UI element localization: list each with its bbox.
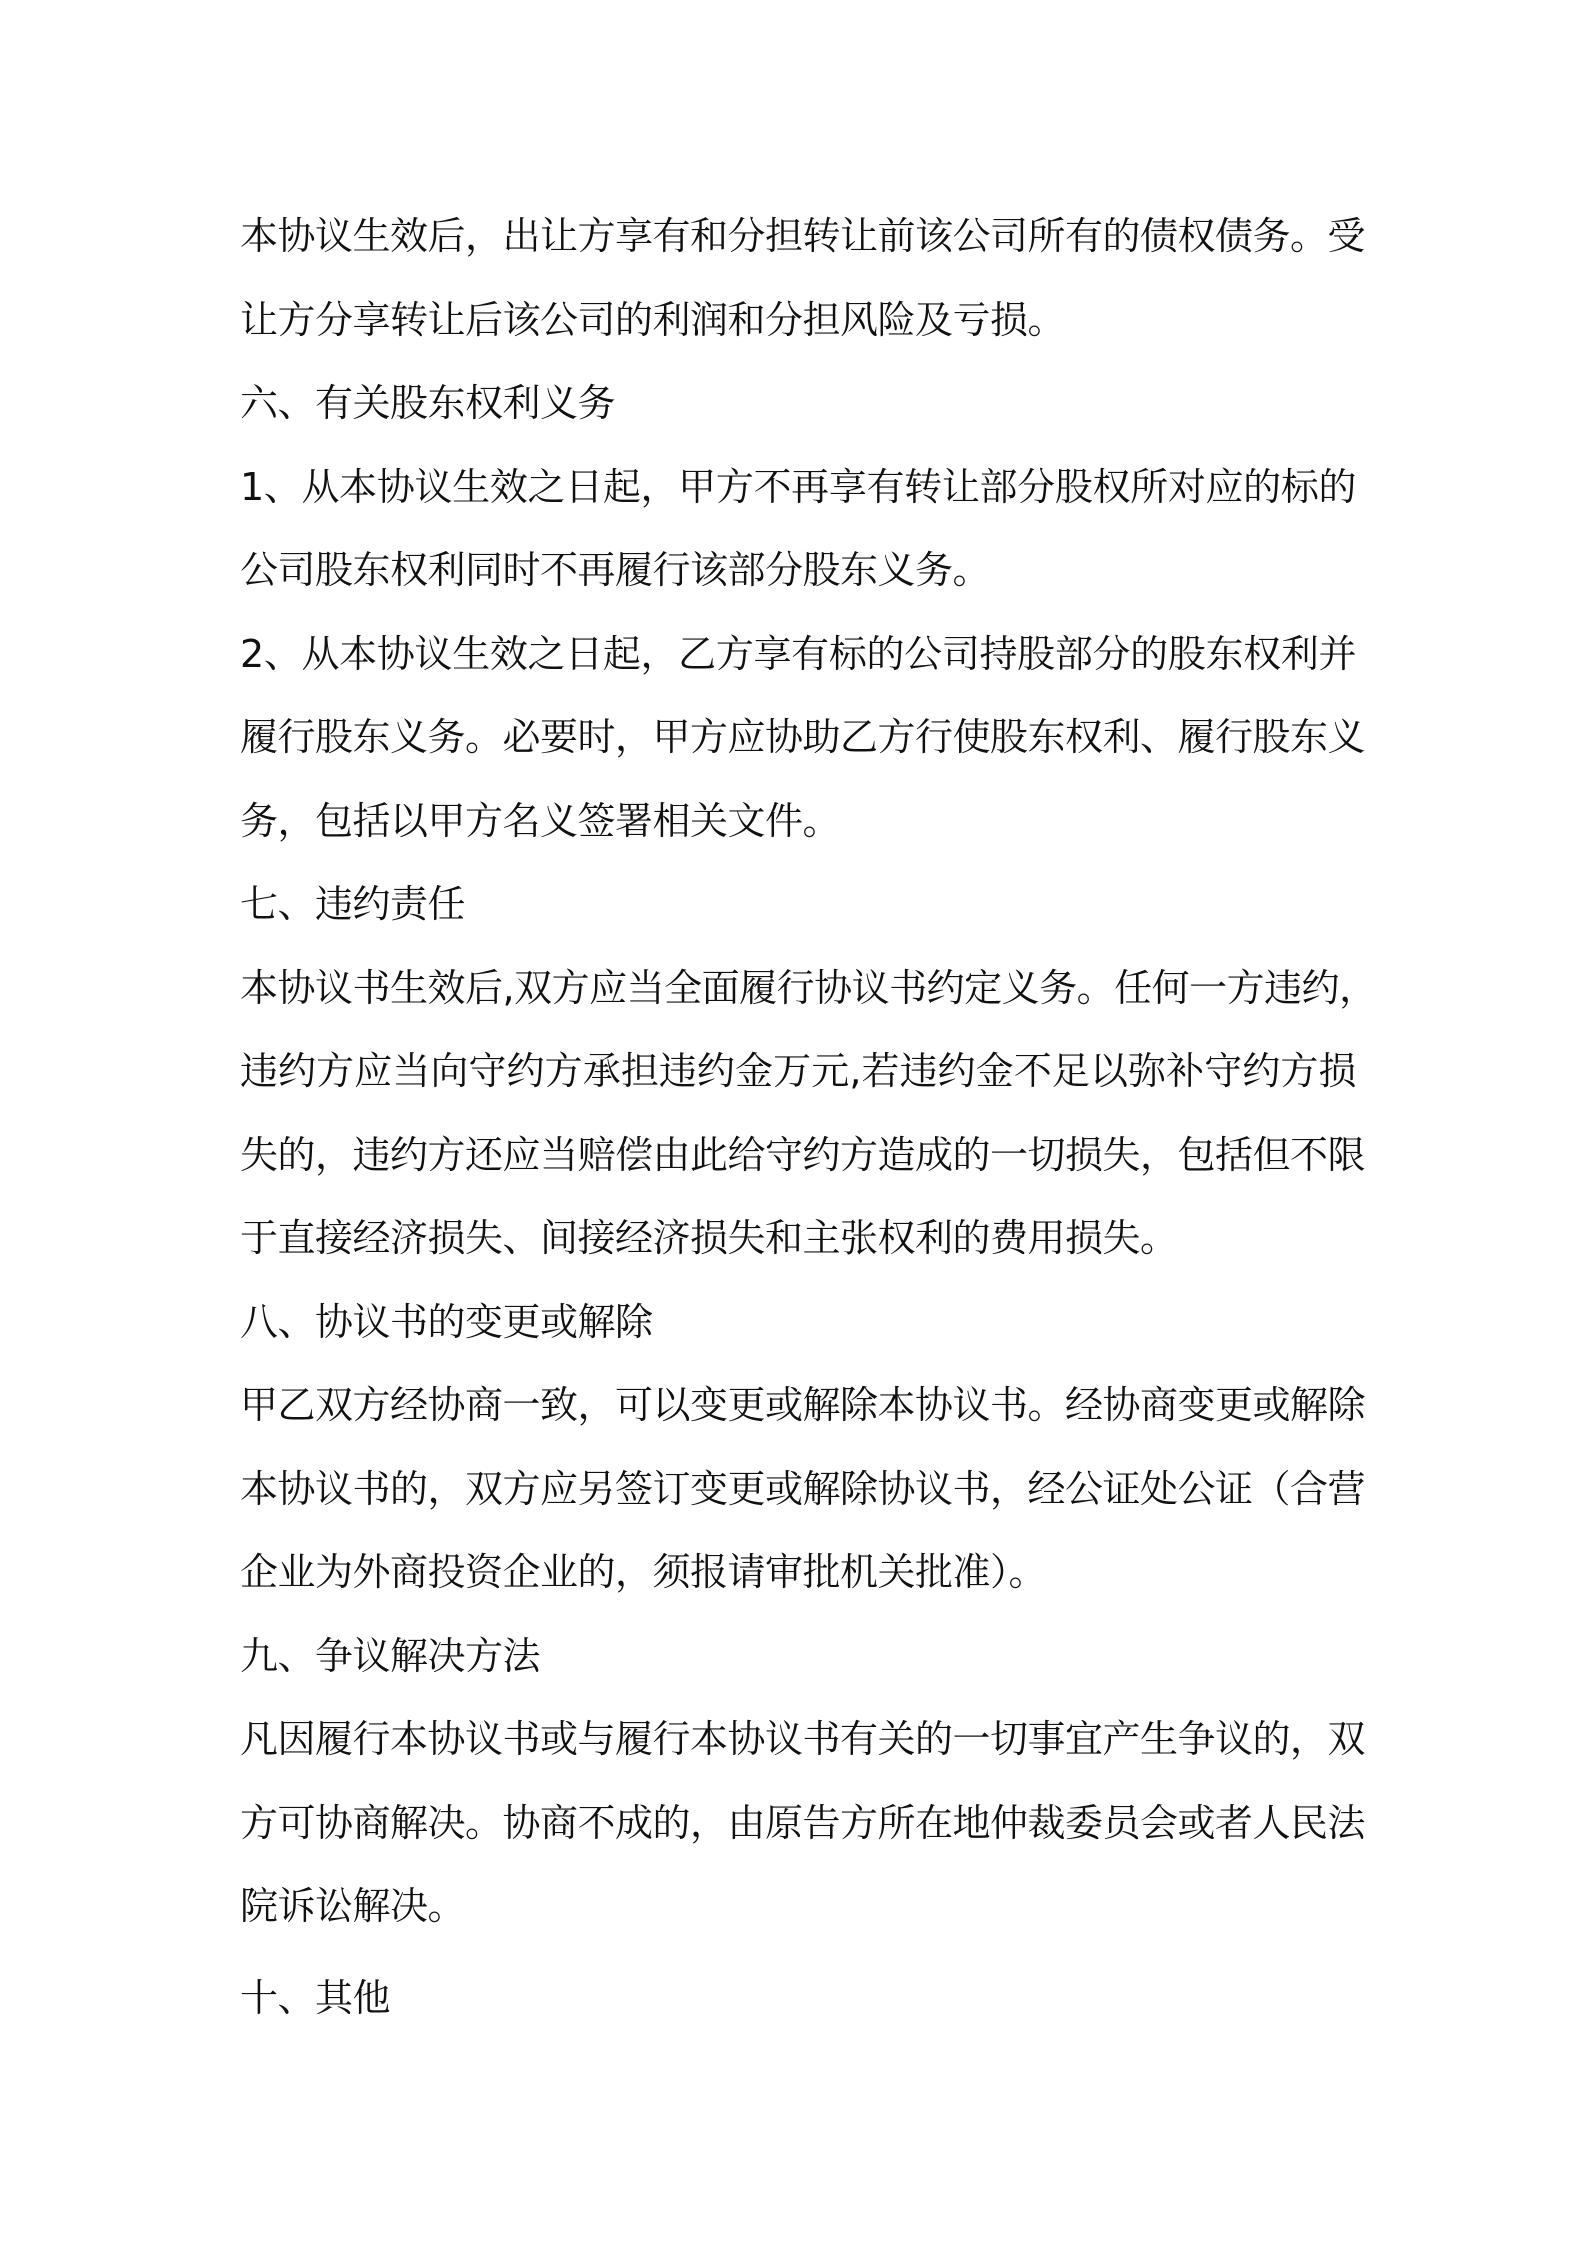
paragraph-line: 让方分享转让后该公司的利润和分担风险及亏损。 <box>240 297 1066 342</box>
paragraph-line: 方可协商解决。协商不成的，由原告方所在地仲裁委员会或者人民法 <box>240 1800 1366 1845</box>
section-heading-7: 七、违约责任 <box>240 882 466 926</box>
paragraph-line: 于直接经济损失、间接经济损失和主张权利的费用损失。 <box>240 1216 1178 1260</box>
paragraph-line: 凡因履行本协议书或与履行本协议书有关的一切事宜产生争议的，双 <box>240 1717 1366 1761</box>
paragraph-line: 企业为外商投资企业的，须报请审批机关批准）。 <box>240 1550 1047 1594</box>
document-body <box>240 195 1377 2040</box>
paragraph-line: 务，包括以甲方名义签署相关文件。 <box>240 798 841 843</box>
section-heading-6: 六、有关股东权利义务 <box>240 381 616 425</box>
paragraph-line: 本协议书的，双方应另签订变更或解除协议书，经公证处公证（合营 <box>240 1466 1366 1511</box>
paragraph-line: 2、从本协议生效之日起，乙方享有标的公司持股部分的股东权利并 <box>240 631 1356 676</box>
paragraph-line: 甲乙双方经协商一致，可以变更或解除本协议书。经协商变更或解除 <box>240 1383 1366 1427</box>
paragraph-line: 本协议生效后，出让方享有和分担转让前该公司所有的债权债务。受 <box>240 214 1366 258</box>
paragraph-line: 公司股东权利同时不再履行该部分股东义务。 <box>240 548 991 592</box>
paragraph-line: 院诉讼解决。 <box>240 1884 466 1928</box>
paragraph-line: 本协议书生效后,双方应当全面履行协议书约定义务。任何一方违约， <box>240 965 1377 1010</box>
paragraph-line: 违约方应当向守约方承担违约金万元,若违约金不足以弥补守约方损 <box>240 1049 1356 1093</box>
paragraph-line: 履行股东义务。必要时，甲方应协助乙方行使股东权利、履行股东义 <box>240 715 1366 759</box>
section-heading-8: 八、协议书的变更或解除 <box>240 1299 653 1344</box>
paragraph-line: 失的，违约方还应当赔偿由此给守约方造成的一切损失，包括但不限 <box>240 1132 1366 1177</box>
section-heading-10: 十、其他 <box>240 1975 391 2020</box>
section-heading-9: 九、争议解决方法 <box>240 1633 541 1678</box>
paragraph-line: 1、从本协议生效之日起，甲方不再享有转让部分股权所对应的标的 <box>240 464 1356 509</box>
